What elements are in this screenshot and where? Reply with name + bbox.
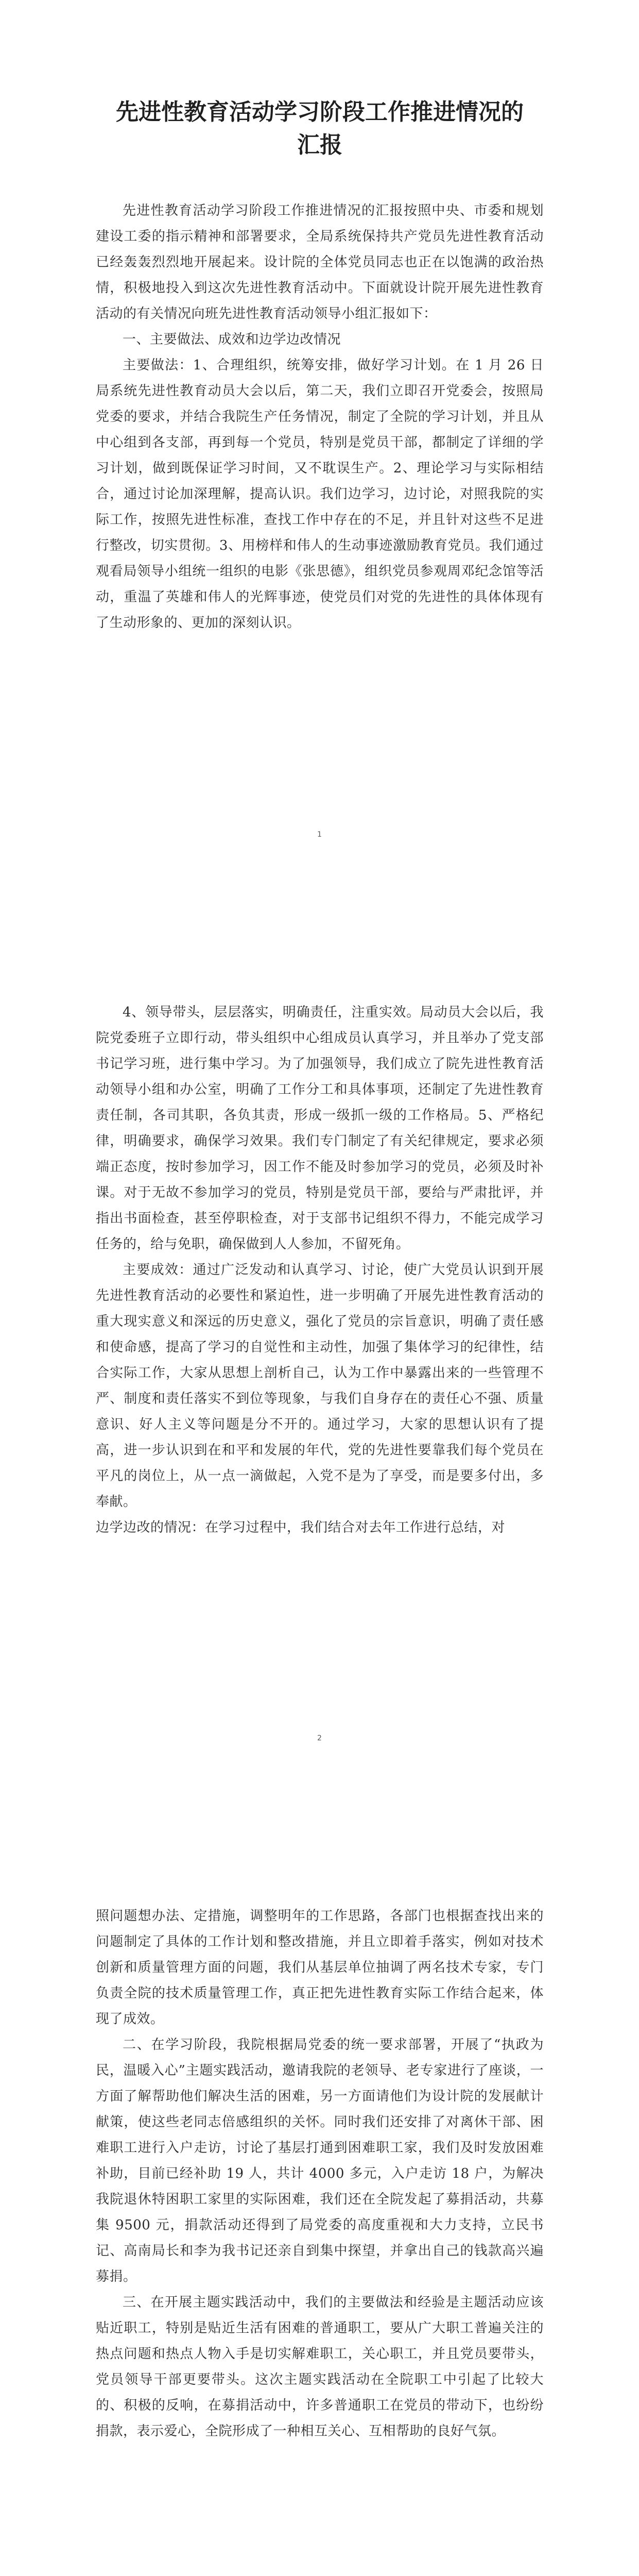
main-practice-paragraph: 主要做法：1、合理组织，统筹安排，做好学习计划。在 1 月 26 日局系统先进性教育动员大会以后，第二天，我们立即召开党委会，按照局党委的要求，并结合我院生产任务情况，制定了全院的学习计划，并且从中心组到各支部，再到每一个党员，特别是党员干部，都制定了详细的学习计划，做到既保证学习时间，又不耽误生产。2、理论学习与实际相结合，通过讨论加深理解，提高认识。我们边学习，边讨论，对照我院的实际工作，按照先进性标准，查找工作中存在的不足，并且针对这些不足进行整改，切实贯彻。3、用榜样和伟人的生动事迹激励教育党员。我们通过观看局领导小组统一组织的电影《张思德》，组织党员参观周邓纪念馆等活动，重温了英雄和伟人的光辉事迹，使党员们对党的先进性的具体体现有了生动形象的、更加的深刻认识。: [96, 358, 544, 631]
page-number: 2: [317, 1734, 322, 1742]
document-page-3: [0, 1807, 639, 2576]
intro-paragraph: 先进性教育活动学习阶段工作推进情况的汇报按照中央、市委和规划建设工委的指示精神和部署要求，全局系统保持共产党员先进性教育活动已经轰轰烈烈地开展起来。设计院的全体党员同志也正在以饱满的政治热情，积极地投入到这次先进性教育活动中。下面就设计院开展先进性教育活动的有关情况向班先进性教育活动领导小组汇报如下：: [96, 203, 544, 321]
effect-paragraph: 主要成效：通过广泛发动和认真学习、讨论，使广大党员认识到开展先进性教育活动的必要性和紧迫性，进一步明确了开展先进性教育活动的重大现实意义和深远的历史意义，强化了党员的宗旨意识，明确了责任感和使命感，提高了学习的自觉性和主动性，加强了集体学习的纪律性，结合实际工作，大家从思想上剖析自己，认为工作中暴露出来的一些管理不严、制度和责任落实不到位等现象，与我们自身存在的责任心不强、质量意识、好人主义等问题是分不开的。通过学习，大家的思想认识有了提高，进一步认识到在和平和发展的年代，党的先进性要靠我们每个党员在平凡的岗位上，从一点一滴做起，入党不是为了享受，而是要多付出，多奉献。: [96, 1262, 544, 1510]
title-line-1: 先进性教育活动学习阶段工作推进情况的: [116, 99, 524, 125]
page-3-content: [96, 1903, 544, 2444]
practice-3-paragraph: 三、在开展主题实践活动中，我们的主要做法和经验是主题活动应该贴近职工，特别是贴近生活有困难的普通职工，要从广大职工普遍关注的热点问题和热点人物入手是切实解难职工，关心职工，并且党员要带头，党员领导干部更要带头。这次主题实践活动在全院职工中引起了比较大的、积极的反响，在募捐活动中，许多普通职工在党员的带动下，也纷纷捐款，表示爱心，全院形成了一种相互关心、互相帮助的良好气氛。: [96, 2295, 544, 2439]
page-number: 1: [317, 831, 322, 839]
practice-2-paragraph: 二、在学习阶段，我院根据局党委的统一要求部署，开展了“执政为民，温暖入心”主题实践活动，邀请我院的老领导、老专家进行了座谈，一方面了解帮助他们解决生活的困难，另一方面请他们为设计院的发展献计献策，使这些老同志倍感组织的关怀。同时我们还安排了对离休干部、困难职工进行入户走访，讨论了基层打通到困难职工家，我们及时发放困难补助，目前已经补助 19 人，共计 4000 多元，入户走访 18 户，为解决我院退休特困职工家里的实际困难，我们还在全院发起了募捐活动，共募集 9500 元，捐款活动还得到了局党委的高度重视和大力支持，立民书记、高南局长和李为我书记还亲自到集中探望，并拿出自己的钱款高兴遍募捐。: [96, 2037, 544, 2284]
document-page-2: [0, 904, 639, 1807]
document-title: [96, 96, 544, 162]
practice-4-paragraph: 4、领导带头，层层落实，明确责任，注重实效。局动员大会以后，我院党委班子立即行动，带头组织中心组成员认真学习，并且举办了党支部书记学习班，进行集中学习。为了加强领导，我们成立了院先进性教育活动领导小组和办公室，明确了工作分工和具体事项，还制定了先进性教育责任制，各司其职，各负其责，形成一级抓一级的工作格局。5、严格纪律，明确要求，确保学习效果。我们专门制定了有关纪律规定，要求必须端正态度，按时参加学习，因工作不能及时参加学习的党员，必须及时补课。对于无故不参加学习的党员，特别是党员干部，要给与严肃批评，并指出书面检查，甚至停职检查，对于支部书记组织不得力，不能完成学习任务的，给与免职，确保做到人人参加，不留死角。: [96, 1005, 544, 1252]
page-2-content: [96, 999, 544, 1540]
section-1-heading: 一、主要做法、成效和边学边改情况: [123, 332, 341, 347]
title-line-2: 汇报: [297, 132, 342, 158]
document-page-1: [0, 0, 639, 904]
page-1-content: [96, 96, 544, 636]
rectify-continued-paragraph: 照问题想办法、定措施，调整明年的工作思路，各部门也根据查找出来的问题制定了具体的工作计划和整改措施，并且立即着手落实，例如对技术创新和质量管理方面的问题，我们从基层单位抽调了两名技术专家，专门负责全院的技术质量管理工作，真正把先进性教育实际工作结合起来，体现了成效。: [96, 1908, 544, 2027]
rectify-intro-paragraph: 边学边改的情况：在学习过程中，我们结合对去年工作进行总结，对: [96, 1520, 506, 1535]
